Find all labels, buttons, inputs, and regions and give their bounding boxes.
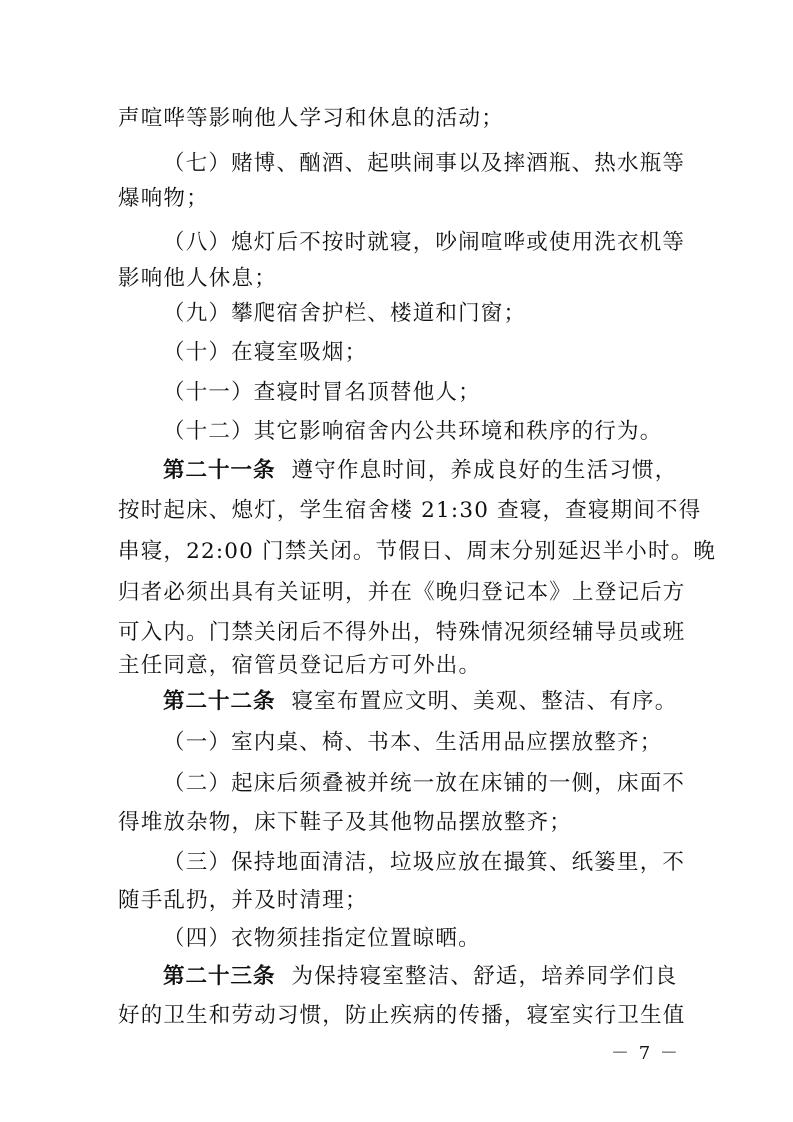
text-line: 归者必须出具有关证明，并在《晚归登记本》上登记后方 <box>118 580 686 605</box>
article-22-heading: 第二十二条 <box>163 689 276 714</box>
text-line: 影响他人休息； <box>118 266 277 291</box>
article-23-first-line <box>163 962 723 992</box>
text-line: 主任同意，宿管员登记后方可外出。 <box>118 653 482 678</box>
list-item-12: （十二）其它影响宿舍内公共环境和秩序的行为。 <box>163 419 663 444</box>
article-21-heading: 第二十一条 <box>163 458 276 483</box>
list-item-4: （四）衣物须挂指定位置晾晒。 <box>163 926 481 951</box>
list-item-11: （十一）查寝时冒名顶替他人； <box>163 380 481 405</box>
list-item-1: （一）室内桌、椅、书本、生活用品应摆放整齐； <box>163 730 663 755</box>
article-22-first-line <box>163 687 723 717</box>
list-item-9: （九）攀爬宿舍护栏、楼道和门窗； <box>163 301 527 326</box>
list-item-8: （八）熄灯后不按时就寝，吵闹喧哗或使用洗衣机等 <box>163 230 686 255</box>
text-line: 串寝，22:00 门禁关闭。节假日、周末分别延迟半小时。晚 <box>118 539 717 564</box>
text-line: 按时起床、熄灯，学生宿舍楼 21:30 查寝，查寝期间不得 <box>118 498 702 523</box>
text-line: 声喧哗等影响他人学习和休息的活动； <box>118 106 504 131</box>
list-item-3: （三）保持地面清洁，垃圾应放在撮箕、纸篓里，不 <box>163 850 686 875</box>
text-line: 得堆放杂物，床下鞋子及其他物品摆放整齐； <box>118 810 573 835</box>
list-item-2: （二）起床后须叠被并统一放在床铺的一侧，床面不 <box>163 771 686 796</box>
text-line: 可入内。门禁关闭后不得外出，特殊情况须经辅导员或班 <box>118 620 686 645</box>
article-21-first-line <box>163 456 723 486</box>
article-21-text: 遵守作息时间，养成良好的生活习惯， <box>291 458 678 483</box>
list-item-7: （七）赌博、酗酒、起哄闹事以及摔酒瓶、热水瓶等 <box>163 151 686 176</box>
page-number: － 7 － <box>611 1043 680 1064</box>
list-item-10: （十）在寝室吸烟； <box>163 340 368 365</box>
article-23-heading: 第二十三条 <box>163 964 276 989</box>
text-line: 随手乱扔，并及时清理； <box>118 888 368 913</box>
article-23-text: 为保持寝室整洁、舒适，培养同学们良 <box>291 964 678 989</box>
article-22-text: 寝室布置应文明、美观、整洁、有序。 <box>291 689 678 714</box>
text-line: 好的卫生和劳动习惯，防止疾病的传播，寝室实行卫生值 <box>118 1003 686 1028</box>
text-line: 爆响物； <box>118 186 209 211</box>
